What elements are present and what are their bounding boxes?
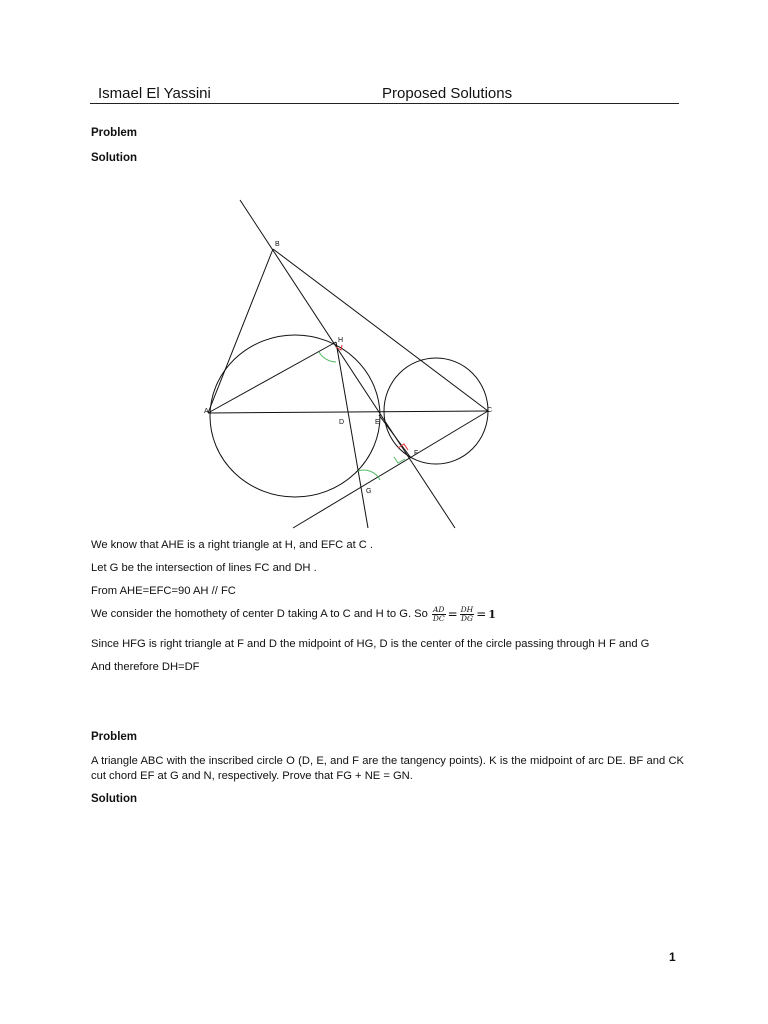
geometry-figure bbox=[205, 195, 495, 530]
label-a: A bbox=[204, 408, 209, 415]
homothety-line bbox=[91, 606, 496, 623]
label-e: E bbox=[375, 419, 380, 426]
frac-num-ad: AD bbox=[433, 605, 445, 614]
equals-sign-2: = bbox=[476, 607, 487, 621]
equals-sign-1: = bbox=[447, 607, 458, 621]
label-c: C bbox=[487, 407, 493, 414]
label-b: B bbox=[275, 241, 280, 248]
circle-ahe bbox=[210, 335, 380, 497]
label-f: F bbox=[414, 450, 419, 457]
header-rule bbox=[90, 103, 679, 104]
line-b-f bbox=[240, 200, 455, 528]
label-h: H bbox=[338, 337, 344, 344]
label-g: G bbox=[366, 488, 372, 495]
line-c-g bbox=[293, 411, 488, 528]
conclusion-line: And therefore DH=DF bbox=[91, 661, 200, 673]
line-h-g bbox=[336, 342, 368, 528]
problem-heading-2: Problem bbox=[91, 731, 138, 743]
fraction-dh-dg bbox=[460, 606, 475, 623]
label-d: D bbox=[339, 419, 345, 426]
problem-text-2: A triangle ABC with the inscribed circle O (D, E, and F are the tangency points). K is the midpoint of arc DE. BF and CK cut chord EF at G and N, respectively. Prove that FG + NE = GN. bbox=[91, 755, 684, 782]
solution-heading-1: Solution bbox=[91, 152, 137, 164]
header-author: Ismael El Yassini bbox=[98, 85, 211, 102]
text-line-1: We know that AHE is a right triangle at H, and EFC at C . bbox=[91, 539, 374, 551]
page-number: 1 bbox=[669, 950, 676, 964]
angle-arc-g bbox=[358, 470, 380, 480]
fraction-ad-dc bbox=[432, 606, 446, 623]
segment-e-f bbox=[379, 415, 411, 458]
segment-ah bbox=[208, 342, 336, 413]
frac-den-dc: DC bbox=[432, 614, 445, 623]
line-b-c bbox=[273, 249, 488, 411]
text-line-2: Let G be the intersection of lines FC and DH . bbox=[91, 562, 317, 574]
frac-num-dh: DH bbox=[460, 605, 474, 614]
angle-arc-h bbox=[319, 352, 336, 362]
solution-heading-2: Solution bbox=[91, 793, 137, 805]
ratio-value: 1 bbox=[488, 608, 496, 621]
segment-ab bbox=[208, 249, 273, 413]
since-line: Since HFG is right triangle at F and D the midpoint of HG, D is the center of the circle passing through H F and G bbox=[91, 638, 650, 650]
homothety-text: We consider the homothety of center D taking A to C and H to G. So bbox=[91, 608, 428, 620]
problem-heading-1: Problem bbox=[91, 127, 138, 139]
header-title: Proposed Solutions bbox=[382, 85, 513, 102]
frac-den-dg: DG bbox=[460, 614, 473, 623]
text-line-3: From AHE=EFC=90 AH // FC bbox=[91, 585, 236, 597]
